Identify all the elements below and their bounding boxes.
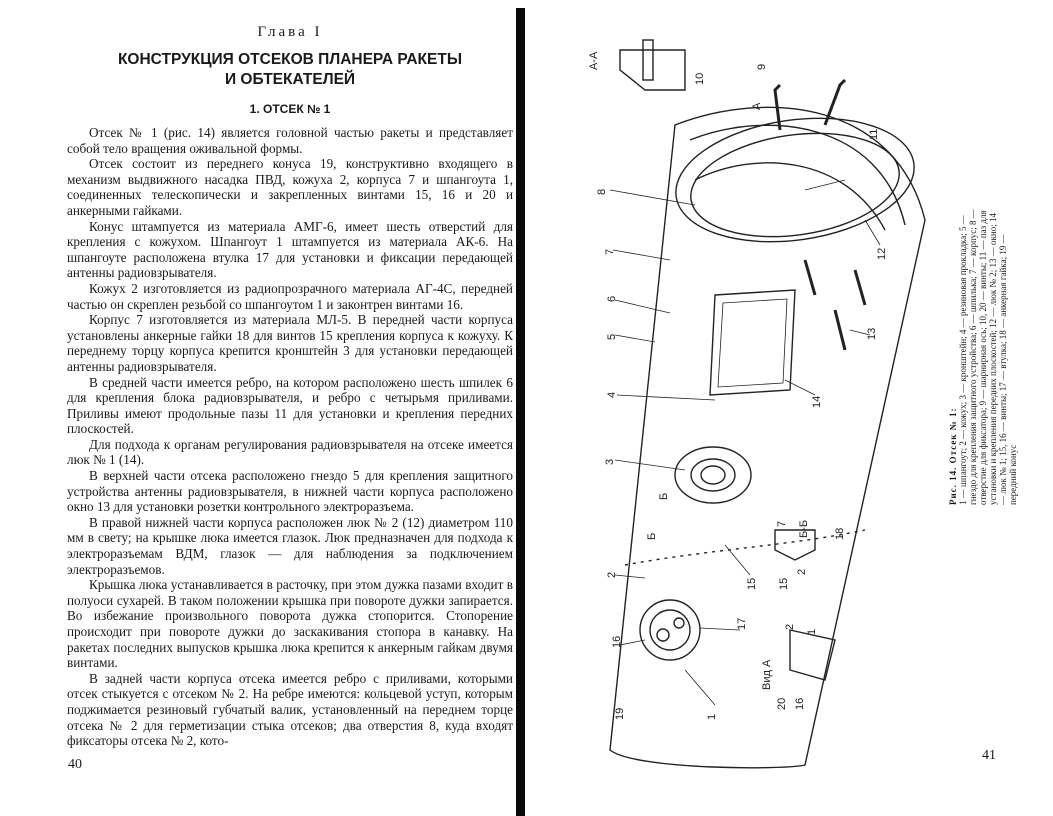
paragraph: В верхней части отсека расположено гнездо 5 для крепления защитного устройства антенны радиовзрывателя, в нижней части корпуса расположено окно 13 для установки розетки контрольного электроразъема.: [67, 468, 513, 515]
left-page: [0, 0, 520, 816]
body-text: [67, 125, 513, 749]
figure-callout: 12: [876, 247, 888, 260]
figure-callout: 16: [794, 697, 806, 710]
figure-callout: 1: [706, 713, 718, 720]
figure-callout: 17: [736, 617, 748, 630]
figure-callout: 19: [614, 707, 626, 720]
figure-callout: 1: [806, 628, 818, 635]
paragraph: Крышка люка устанавливается в расточку, при этом дужка пазами входит в полуоси сухарей. В таком положении крышка при повороте дужки запирается. Во избежание произвольного поворота дужка стопорится. Стопорение происходит при повороте дужки до заскакивания стопора в канавку. На ракетах последних выпусков крышка люка крепится к анкерным гайкам двумя винтами.: [67, 577, 513, 671]
figure-callout: Б: [658, 492, 670, 500]
figure-callout: 15: [778, 577, 790, 590]
figure-callout: 7: [776, 520, 788, 527]
paragraph: Корпус 7 изготовляется из материала МЛ-5. В передней части корпуса установлены анкерные гайки 18 для винтов 15 крепления корпуса к кожуху. К переднему торцу корпуса крепится кронштейн 3 для установки передающей антенны радиовзрывателя.: [67, 312, 513, 374]
paragraph: В правой нижней части корпуса расположен люк № 2 (12) диаметром 110 мм в свету; на крышке люка имеется глазок. Люк предназначен для подхода к электроразъемам ВДМ, глазок — для наблюдения за подключением электроразъемов.: [67, 514, 513, 577]
chapter-title-line1: КОНСТРУКЦИЯ ОТСЕКОВ ПЛАНЕРА РАКЕТЫ: [117, 51, 463, 68]
chapter-title-line2: И ОБТЕКАТЕЛЕЙ: [224, 71, 356, 88]
paragraph: В задней части корпуса отсека имеется ребро с приливами, которыми отсек стыкуется с отсеком № 2. На ребре имеются: кольцевой уступ, которым поджимается резиновый губчатый валик, установленный на переднем торце отсека № 2 для герметизации стыка отсеков; два отверстия 8, куда входят фиксаторы отсека № 2, кото-: [67, 670, 513, 749]
paragraph: Конус штампуется из материала АМГ-6, имеет шесть отверстий для крепления с кожухом. Шпангоут 1 штампуется из материала АК-6. На шпангоуте расположена втулка 17 для установки и фиксации передающей антенны радиовзрывателя.: [67, 218, 513, 281]
figure-caption-title: Рис. 14. Отсек № 1:: [948, 407, 958, 505]
figure-callout: Вид А: [761, 659, 773, 690]
paragraph: Отсек состоит из переднего конуса 19, конструктивно входящего в механизм выдвижного насадка ПВД, кожуха 2, корпуса 7 и шпангоута 1, соединенных телескопически и закрепленных винтами 15, 16 и 20 и анкерными гайками.: [67, 156, 513, 218]
page-number-left: 40: [68, 757, 82, 772]
figure-callout: 6: [606, 295, 618, 302]
figure-callout: 16: [611, 635, 623, 648]
chapter-heading: Глава I: [257, 24, 323, 40]
figure-caption-text: 1 — шпангоут; 2 — кожух; 3 — кронштейн; 4 — резиновая прокладка; 5 — гнездо для крепления защитного устройства; 6 — шпилька; 7 — корпус; 8 — отверстие для фиксатора; 9 — шарнирная ось; 10, 20 — винты; 11 — паз для установки и крепления передних плоскостей; 12 — люк № 2; 13 — окно; 14 — люк № 1; 15, 16 — винты; 17 — втулка; 18 — анкерная гайка; 19 — передний конус: [958, 209, 1018, 505]
figure-callout: 10: [694, 72, 706, 85]
figure-callout: 2: [784, 623, 796, 630]
paragraph: Отсек № 1 (рис. 14) является головной частью ракеты и представляет собой тело вращения оживальной формы.: [67, 125, 513, 156]
figure-callout: 14: [811, 395, 823, 408]
figure-callout: 7: [604, 248, 616, 255]
paragraph: Для подхода к органам регулирования радиовзрывателя на отсеке имеется люк № 1 (14).: [67, 436, 513, 468]
figure-callout: Б: [646, 532, 658, 540]
figure-callout: 8: [596, 188, 608, 195]
figure-callout: 2: [606, 571, 618, 578]
figure-callout: 5: [606, 333, 618, 340]
figure-callout: 2: [796, 568, 808, 575]
paragraph: Кожух 2 изготовляется из радиопрозрачного материала АГ-4С, передней частью он скреплен резьбой со шпангоутом 1 и законтрен винтами 16.: [67, 280, 513, 312]
figure-callout: 9: [756, 63, 768, 70]
right-page: [520, 0, 1053, 816]
figure-callout: 3: [604, 458, 616, 465]
paragraph: В средней части имеется ребро, на котором расположено шесть шпилек 6 для крепления блока радиовзрывателя, и ребро с четырьмя приливами. Приливы имеют продольные пазы 11 для установки и крепления передних плоскостей.: [67, 374, 513, 437]
figure-callout: 4: [606, 391, 618, 398]
figure-callout: 18: [834, 527, 846, 540]
figure-callout: 15: [746, 577, 758, 590]
figure-callout: 13: [866, 327, 878, 340]
page-number-right: 41: [982, 748, 996, 763]
chapter-title: [70, 50, 510, 90]
figure-callout: 20: [776, 697, 788, 710]
section-heading: 1. ОТСЕК № 1: [249, 102, 331, 116]
figure-callout: А-А: [588, 51, 600, 70]
figure-caption: [858, 175, 1053, 575]
figure-callout: Б-Б: [798, 519, 810, 538]
figure-callout: 11: [868, 128, 880, 140]
figure-callout: А: [751, 102, 763, 110]
